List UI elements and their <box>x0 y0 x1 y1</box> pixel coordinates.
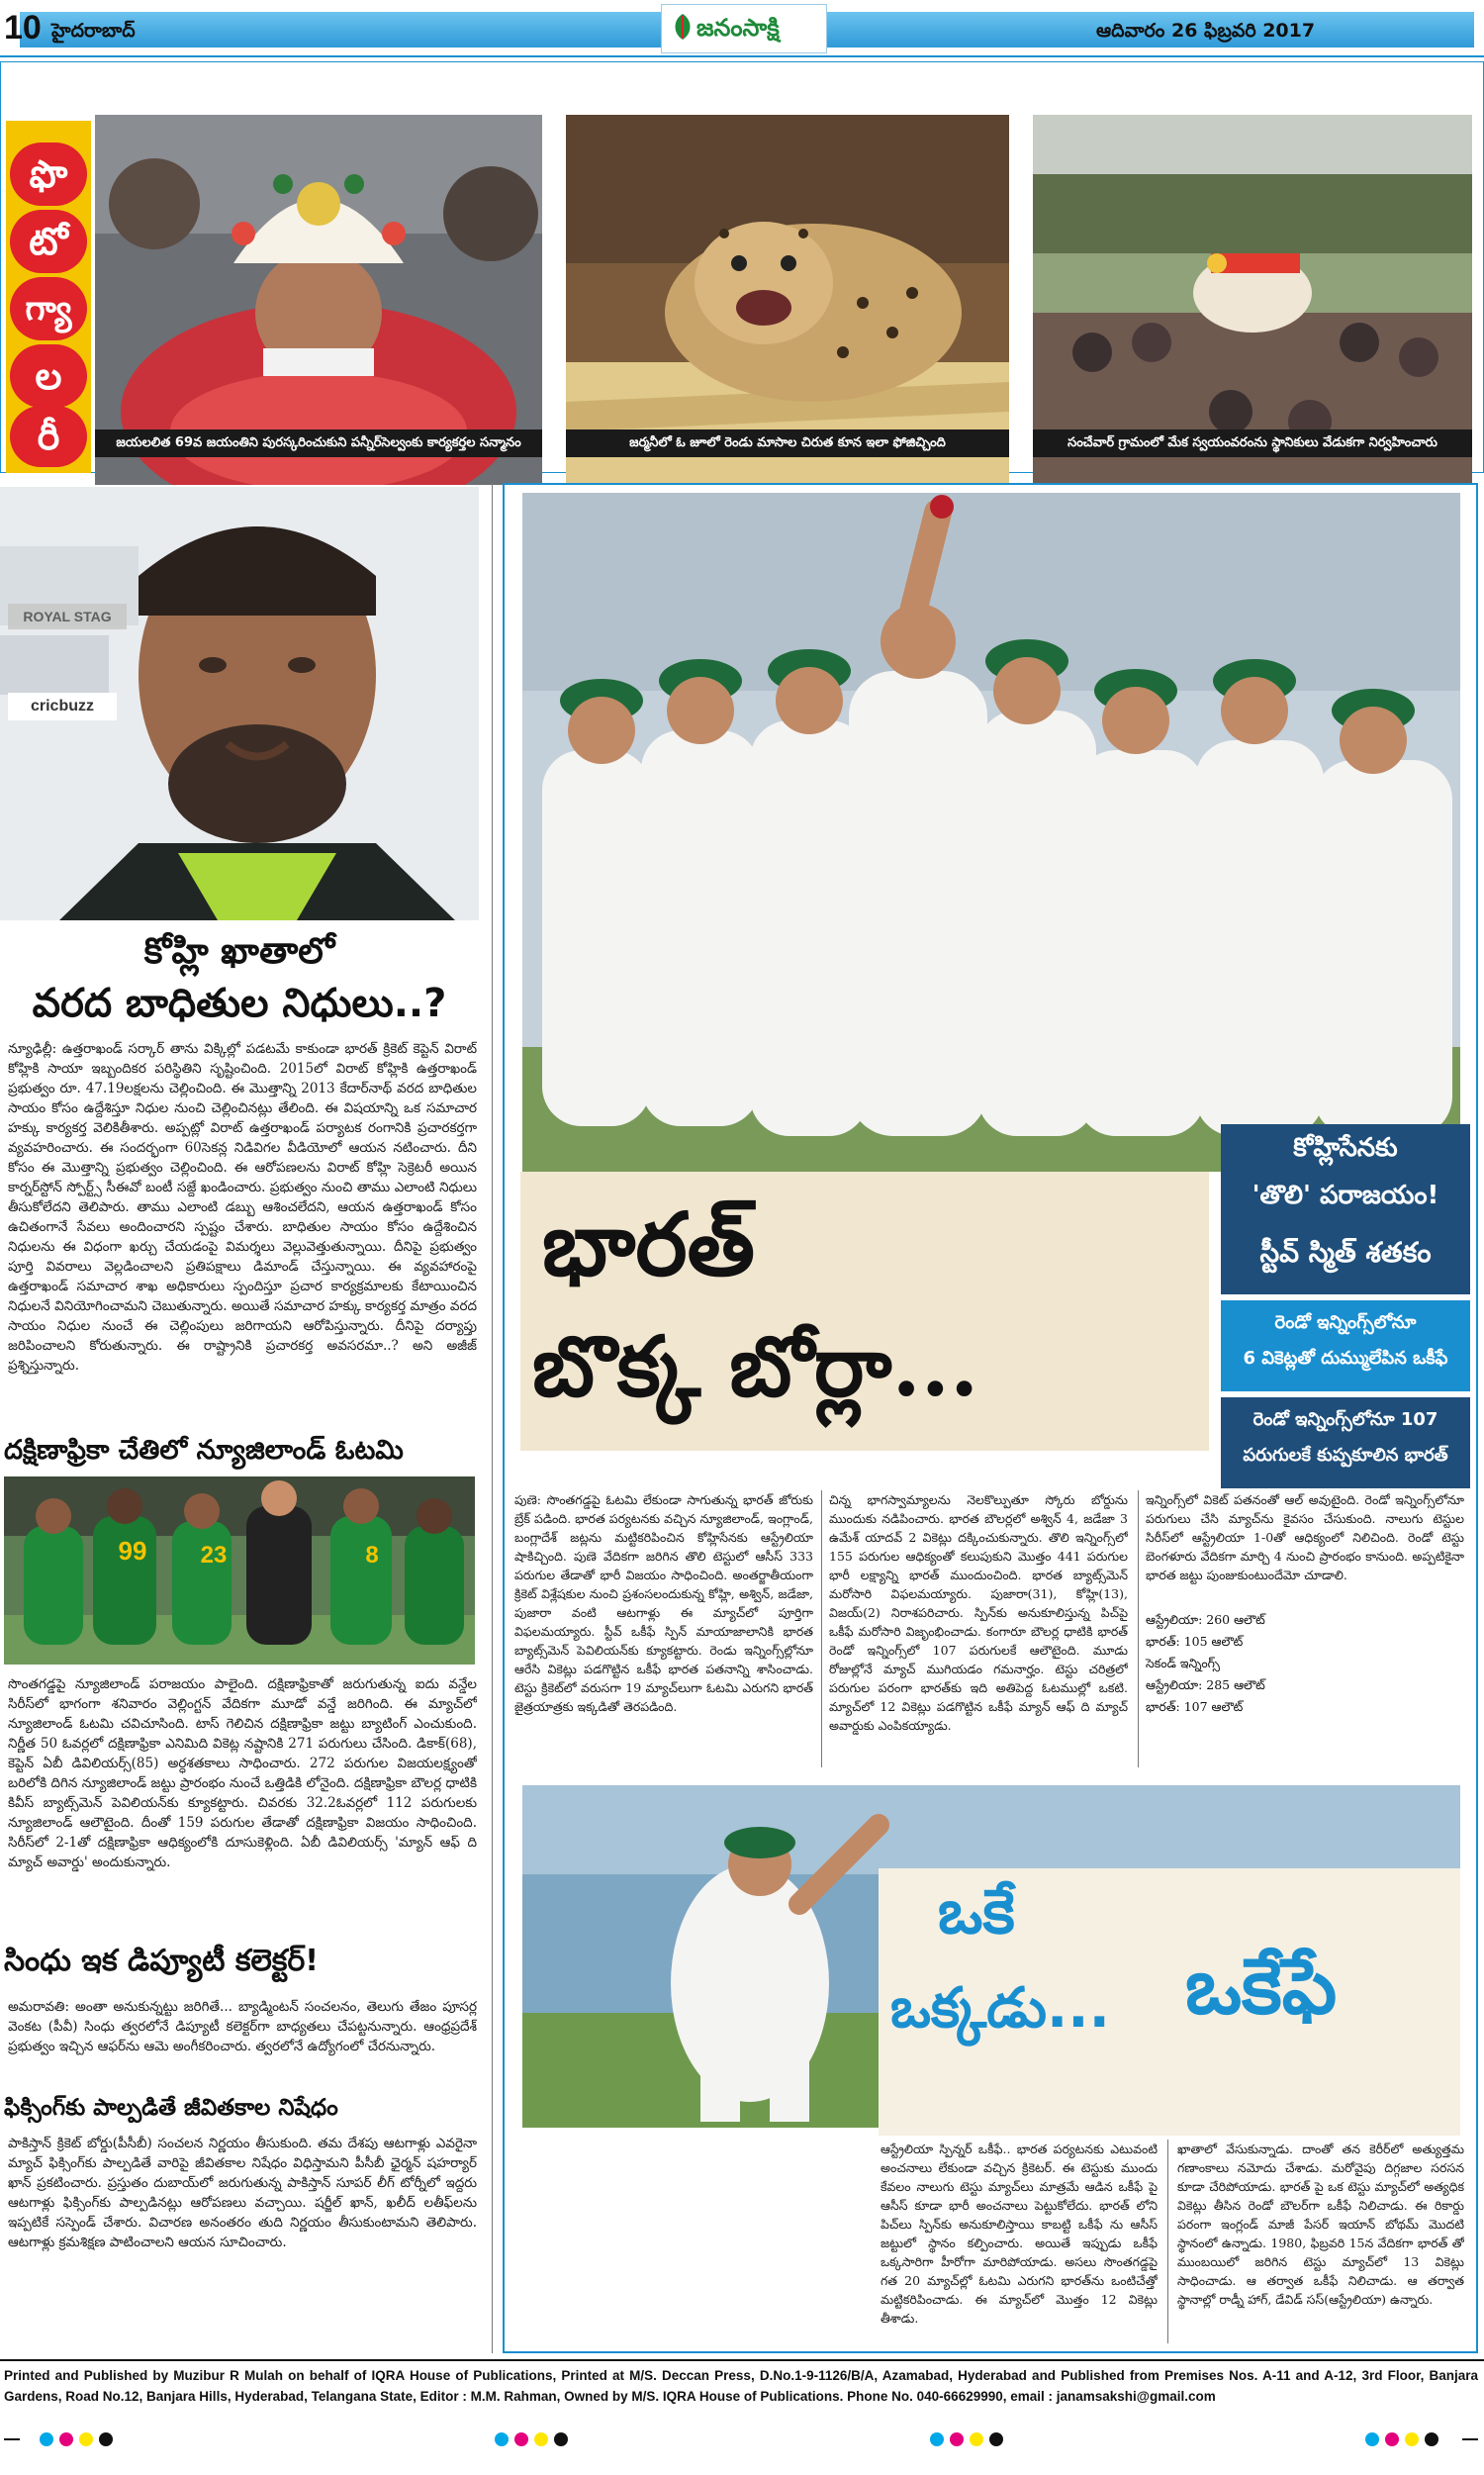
masthead-leaf-icon <box>671 12 695 42</box>
nz-story <box>0 1425 485 1870</box>
main-team-photo <box>522 493 1460 1172</box>
scoreboard-line-1: ఆస్ట్రేలియా: 260 ఆలౌట్ <box>1146 1612 1265 1627</box>
gallery-title-chip-5: రీ <box>10 406 87 467</box>
okeefe-headline-line2: ఒక్కడు... <box>890 1976 1110 2041</box>
main-kicker-line1: కోహ్లిసేనకు <box>1293 1133 1398 1163</box>
photo-gallery-section <box>0 61 1484 477</box>
nz-jersey-number-2: 23 <box>200 1542 228 1569</box>
main-scoreboard <box>1146 1609 1464 1767</box>
color-chip <box>514 2432 528 2446</box>
main-column-rule-2 <box>1138 1490 1139 1767</box>
main-story <box>503 483 1478 2353</box>
scoreboard-line-5: భారత్: 107 ఆలౌట్ <box>1146 1699 1244 1714</box>
kohli-story <box>0 483 485 1443</box>
sindhu-body: అమరావతి: అంతా అనుకున్నట్టు జరిగితే... బ్యాడ్మింటన్ సంచలనం, తెలుగు తేజం పూసర్ల వెంకట (పీవీ) సింధు త్వరలోనే డిప్యూటీ కలెక్టర్‌గా బాధ్యతలు చేపట్టనున్నారు. ఆంధ్రప్రదేశ్ ప్రభుత్వం ఇచ్చిన ఆఫర్‌ను ఆమె అంగీకరించారు. త్వరలోనే ఉద్యోగంలో చేరనున్నారు. <box>8 1999 477 2054</box>
main-headline-line2: బొక్క బోర్లా... <box>532 1317 979 1415</box>
page-footer <box>0 2359 1484 2475</box>
okeefe-headline-line1: ఒకే <box>938 1875 1015 1948</box>
okeefe-column-rule <box>1167 2140 1168 2343</box>
masthead-title: జనంసాక్షి <box>696 14 780 42</box>
column-rule <box>492 483 493 2353</box>
gallery-title-chip-1: ఫొ <box>10 143 87 206</box>
nz-headline: దక్షిణాఫ్రికా చేతిలో న్యూజిలాండ్ ఓటమి <box>4 1435 404 1466</box>
nz-jersey-number-3: 8 <box>365 1542 379 1569</box>
sindhu-headline: సింధు ఇక డిప్యూటీ కలెక్టర్! <box>4 1944 319 1978</box>
main-column-3: ఇన్నింగ్స్‌లో వికెట్ పతనంతో ఆల్ అవుటైంది. రెండో ఇన్నింగ్స్‌లోనూ పరుగులు చేసి మ్యాచ్‌ను కైవసం చేసుకుంది. నాలుగు టెస్టుల సిరీస్‌లో ఆస్ట్రేలియా 1-0తో ఆధిక్యంలో నిలిచింది. రెండో టెస్టు బెంగళూరు వేదికగా మార్చి 4 నుంచి ప్రారంభం కానుంది. అప్పటికైనా భారత జట్టు పుంజుకుంటుందేమో చూడాలి. <box>1146 1492 1464 1582</box>
color-chip <box>59 2432 73 2446</box>
fixing-story <box>0 2088 485 2353</box>
gallery-caption-3: సంచేవార్ గ్రామంలో మేక స్వయంవరంను స్థానికులు వేడుకగా నిర్వహించారు <box>1033 429 1472 457</box>
scoreboard-line-2: భారత్: 105 ఆలౌట్ <box>1146 1634 1244 1649</box>
gallery-title-chip-3: గ్యా <box>10 277 87 340</box>
main-sub-block-1-line2: 6 వికెట్లతో దుమ్ములేపిన ఒకీఫే <box>1243 1348 1448 1369</box>
color-chip <box>1385 2432 1399 2446</box>
main-sub-block-2-line2: పరుగులకే కుప్పకూలిన భారత్ <box>1243 1445 1448 1466</box>
color-chip <box>79 2432 93 2446</box>
color-chip <box>1405 2432 1419 2446</box>
color-chip <box>930 2432 944 2446</box>
main-column-rule-1 <box>821 1490 822 1767</box>
crop-mark-right <box>1462 2438 1478 2440</box>
scoreboard-line-3: సెకండ్ ఇన్నింగ్స్ <box>1146 1656 1220 1670</box>
main-sub-block-2-line1: రెండో ఇన్నింగ్స్‌లోనూ 107 <box>1252 1409 1438 1430</box>
footer-imprint: Printed and Published by Muzibur R Mulah on behalf of IQRA House of Publications, Printed at M/S. Deccan Press, D.No.1-9-1126/B/A, Azamabad, Hyderabad and Published from Premises Nos. A-11 and A-12, 3rd Floor, Banjara Gardens, Road No.12, Banjara Hills, Hyderabad, Telangana State, Editor : M.M. Rahman, Owned by M/S. IQRA House of Publications. Phone No. 040-66629990, email : janamsakshi@gmail.com <box>4 2368 1478 2404</box>
main-kicker-line3: స్టీవ్ స్మిత్ శతకం <box>1259 1236 1432 1269</box>
main-column-1: పుణె: సొంతగడ్డపై ఓటమి లేకుండా సాగుతున్న భారత్ జోరుకు బ్రేక్ పడింది. భారత పర్యటనకు వచ్చిన న్యూజిలాండ్, ఇంగ్లాండ్, బంగ్లాదేశ్ జట్లను మట్టికరిపించిన కోహ్లిసేనకు ఆస్ట్రేలియా షాకిచ్చింది. పుణె వేదికగా జరిగిన తొలి టెస్టులో ఆసీస్ 333 పరుగుల తేడాతో భారీ విజయం సాధించింది. అంతర్జాతీయంగా క్రికెట్ విశ్లేషకుల నుంచి ప్రశంసలందుకున్న కోహ్లి, అశ్విన్, జడేజా, పుజారా వంటి ఆటగాళ్లు ఈ మ్యాచ్‌లో పూర్తిగా విఫలమయ్యారు. స్టీవ్ ఒకీఫే స్పిన్ మాయాజాలానికి భారత బ్యాట్స్‌మెన్ పెవిలియన్‌కు క్యూకట్టారు. రెండు ఇన్నింగ్స్‌ల్లోనూ ఆరేసి వికెట్లు పడగొట్టిన ఒకీఫే భారత పతనాన్ని శాసించాడు. టెస్టు క్రికెట్‌లో వరుసగా 19 మ్యాచ్‌లుగా ఓటమి ఎరుగని భారత్ జైత్రయాత్రకు ఇక్కడితో తెరపడింది. <box>514 1492 813 1714</box>
nz-body: సొంతగడ్డపై న్యూజిలాండ్ పరాజయం పాలైంది. దక్షిణాఫ్రికాతో జరుగుతున్న ఐదు వన్డేల సిరీస్‌లో భాగంగా శనివారం వెల్లింగ్టన్ వేదికగా మూడో వన్డే జరిగింది. ఈ మ్యాచ్‌లో న్యూజిలాండ్ ఓటమి చవిచూసింది. టాస్ గెలిచిన దక్షిణాఫ్రికా జట్టు బ్యాటింగ్ ఎంచుకుంది. నిర్ణీత 50 ఓవర్లలో దక్షిణాఫ్రికా ఎనిమిది వికెట్ల నష్టానికి 271 పరుగులు చేసింది. డికాక్(68), కెప్టెన్ ఏబీ డివిలియర్స్(85) అర్ధశతకాలు సాధించారు. 272 పరుగుల విజయలక్ష్యంతో బరిలోకి దిగిన న్యూజిలాండ్ జట్టు ప్రారంభం నుంచే ఒత్తిడికి లోనైంది. దక్షిణాఫ్రికా బౌలర్ల ధాటికి కివీస్ బ్యాట్స్‌మెన్ పెవిలియన్‌కు క్యూకట్టారు. చివరకు 32.2ఓవర్లలో 112 పరుగులకు న్యూజిలాండ్ ఆలౌటైంది. దీంతో 159 పరుగుల తేడాతో దక్షిణాఫ్రికా విజయం సాధించింది. సిరీస్‌లో 2-1తో దక్షిణాఫ్రికా ఆధిక్యంలోకి దూసుకెళ్లింది. ఏబీ డివిలియర్స్ 'మ్యాన్ ఆఫ్ ది మ్యాచ్ అవార్డు' అందుకున్నారు. <box>8 1676 477 1870</box>
color-chip <box>950 2432 964 2446</box>
kohli-photo-sign-1: ROYAL STAG <box>8 604 127 629</box>
color-chip <box>1425 2432 1438 2446</box>
color-chip <box>99 2432 113 2446</box>
header-rule <box>0 55 1484 57</box>
page-header <box>0 0 1484 53</box>
kohli-headline-line2: వరద బాధితుల నిధులు..? <box>32 981 447 1026</box>
okeefe-column-1: ఆస్ట్రేలియా స్పిన్నర్ ఒకీఫే.. భారత పర్యటనకు ఎటువంటి అంచనాలు లేకుండా వచ్చిన క్రికెటర్. ఈ టెస్టుకు ముందు కేవలం నాలుగు టెస్టు మ్యాచ్‌లు మాత్రమే ఆడిన ఒకీఫే పై ఆసీస్ కూడా భారీ అంచనాలు పెట్టుకోలేదు. భారత్ లోని పిచ్‌లు స్పిన్‌కు అనుకూలిస్తాయి కాబట్టి ఒకీఫే ను ఆసీస్ జట్టులో స్థానం కల్పించారు. అయితే ఇప్పుడు ఒకీఫే ఒక్కసారిగా హీరోగా మారిపోయాడు. అసలు సొంతగడ్డపై గత 20 మ్యాచ్‌ల్లో ఓటమి ఎరుగని భారత్‌ను ఒంటిచేత్తో మట్టికరిపించాడు. ఈ మ్యాచ్‌లో మొత్తం 12 వికెట్లు తీశాడు. <box>881 2142 1158 2326</box>
crop-mark-left <box>4 2438 20 2440</box>
color-chip <box>554 2432 568 2446</box>
fixing-body: పాకిస్తాన్ క్రికెట్ బోర్డు(పీసీబీ) సంచలన నిర్ణయం తీసుకుంది. తమ దేశపు ఆటగాళ్లు ఎవరైనా మ్యాచ్ ఫిక్సింగ్‌కు పాల్పడితే వారిపై జీవితకాల నిషేధం విధిస్తామని పీసీబీ ఛైర్మన్ షహర్యార్ ఖాన్ ప్రకటించారు. ప్రస్తుతం దుబాయ్‌లో జరుగుతున్న పాకిస్తాన్ సూపర్ లీగ్ టోర్నీలో ఇద్దరు ఆటగాళ్లు ఫిక్సింగ్‌కు పాల్పడినట్లు ఆరోపణలు వచ్చాయి. షర్జీల్ ఖాన్, ఖలీద్ లతీఫ్‌లను ఇప్పటికే సస్పెండ్ చేశారు. విచారణ అనంతరం తుది నిర్ణయం తీసుకుంటామని తెలిపారు. ఆటగాళ్లు క్రమశిక్షణ పాటించాలని ఆయన సూచించారు. <box>8 2136 477 2250</box>
color-chip <box>1365 2432 1379 2446</box>
main-sub-block-1-line1: రెండో ఇన్నింగ్స్‌లోనూ <box>1274 1312 1417 1333</box>
color-chip <box>989 2432 1003 2446</box>
kohli-headline-line1: కోహ్లి ఖాతాలో <box>143 931 335 972</box>
main-column-2: చిన్న భాగస్వామ్యాలను నెలకొల్పుతూ స్కోరు బోర్డును ముందుకు నడిపించారు. భారత బౌలర్లలో అశ్విన్ 4, జడేజా 3 ఉమేశ్ యాదవ్ 2 వికెట్లు దక్కించుకున్నారు. తొలి ఇన్నింగ్స్‌లో 155 పరుగుల ఆధిక్యంతో కలుపుకుని మొత్తం 441 పరుగుల భారీ లక్ష్యాన్ని భారత్ ముందుంచింది. భారత బ్యాట్స్‌మెన్ మరోసారి విఫలమయ్యారు. పుజారా(31), కోహ్లి(13), విజయ్(2) నిరాశపరిచారు. స్పిన్‌కు అనుకూలిస్తున్న పిచ్‌పై ఒకీఫే మరోసారి విజృంభించాడు. కంగారూ బౌలర్ల ధాటికి భారత్ రెండో ఇన్నింగ్స్‌లో 107 పరుగులకే ఆలౌటైంది. మూడు రోజుల్లోనే మ్యాచ్ ముగియడం గమనార్హం. టెస్టు చరిత్రలో పరుగుల పరంగా భారత్‌కు ఇది అతిపెద్ద ఓటముల్లో ఒకటి. మ్యాచ్‌లో 12 వికెట్లు పడగొట్టిన ఒకీఫే మ్యాన్ ఆఫ్ ది మ్యాచ్ అవార్డుకు ఎంపికయ్యాడు. <box>829 1492 1128 1733</box>
nz-photo <box>4 1476 475 1665</box>
gallery-title-chip-4: ల <box>10 344 87 408</box>
color-chip <box>970 2432 983 2446</box>
kohli-body: న్యూఢిల్లీ: ఉత్తరాఖండ్ సర్కార్ తాను విక్కిల్లో పడటమే కాకుండా భారత్ క్రికెట్ కెప్టెన్ విరాట్ కోహ్లికి సాయా ఇబ్బందికర పరిస్థితిని సృష్టించింది. 2015లో విరాట్ కోహ్లికి ఉత్తరాఖండ్ ప్రభుత్వం రూ. 47.19లక్షలను చెల్లించింది. ఈ మొత్తాన్ని 2013 కేదార్‌నాథ్ వరద బాధితుల సాయం కోసం ఉద్దేశిస్తూ నిధుల నుంచి చెల్లించినట్లు తేలింది. ఈ విషయాన్ని ఒక సమాచార హక్కు కార్యకర్త వెలికితీశారు. అప్పట్లో విరాట్ ఉత్తరాఖండ్ పర్యాటక రంగానికి ప్రచారకర్తగా వ్యవహరించారు. ఈ సందర్భంగా 60సెకన్ల నిడివిగల వీడియోలో ఆయన నటించారు. దీని కోసం ఈ మొత్తాన్ని ప్రభుత్వం చెల్లించింది. ఈ ఆరోపణలను విరాట్ కోహ్లి సెక్రెటరీ అయిన కార్నర్‌స్టోన్ స్పోర్ట్స్ సీఈవో బంటీ సజ్దే ఖండించారు. ప్రభుత్వం నుంచి తాము ఎలాంటి నిధులు తీసుకోలేదని తెలిపారు. తాము ఎలాంటి డబ్బు ఆశించలేదని, ఆయన ఉత్తరాఖండ్ కోసం ఉచితంగానే సేవలు అందించారని స్పష్టం చేశారు. బాధితుల సాయం కోసం ఉద్దేశించిన నిధులను ఈ విధంగా ఖర్చు చేయడంపై విమర్శలు వెల్లువెత్తుతున్నాయి. దీనిపై ప్రభుత్వం పూర్తి వివరాలు వెల్లడించాలని ప్రతిపక్షాలు డిమాండ్ చేస్తున్నాయి. ఈ వ్యవహారంపై ఉత్తరాఖండ్ సమాచార శాఖ అధికారులు స్పందిస్తూ ప్రచార కార్యక్రమాలకు కేటాయించిన నిధులనే వినియోగించామని చెబుతున్నారు. అయితే సమాచార హక్కు కార్యకర్త మాత్రం వరద సాయం నిధుల నుంచే ఈ చెల్లింపులు జరిగాయని ఆరోపిస్తున్నారు. దీనిపై దర్యాప్తు జరిపించాలని కోరుతున్నారు. ఈ రాష్ట్రానికి ప్రచారకర్త అవసరమా..? అని అజీజ్ ప్రశ్నిస్తున్నారు. <box>8 1041 477 1374</box>
color-chip <box>495 2432 509 2446</box>
nz-jersey-number-1: 99 <box>118 1536 147 1566</box>
footer-color-bar <box>0 2428 1484 2452</box>
kohli-photo-sign-2: cricbuzz <box>8 693 117 720</box>
page-number: 10 <box>4 9 42 47</box>
okeefe-headline-word: ఒకేఫే <box>1185 1943 1338 2032</box>
fixing-headline: ఫిక్సింగ్‌కు పాల్పడితే జీవితకాల నిషేధం <box>4 2095 338 2121</box>
okeefe-column-2: ఖాతాలో వేసుకున్నాడు. దాంతో తన కెరీర్‌లో అత్యుత్తమ గణాంకాలు నమోదు చేశాడు. మరోవైపు దిగ్గజాల సరసన కూడా చేరిపోయాడు. భారత్ పై ఒక టెస్టు మ్యాచ్‌లో అత్యధిక వికెట్లు తీసిన రెండో బౌలర్‌గా ఒకీఫే నిలిచాడు. ఈ రికార్డు పరంగా ఇంగ్లండ్ మాజీ పేసర్ ఇయాన్ బోథమ్ మొదటి స్థానంలో ఉన్నాడు. 1980, ఫిబ్రవరి 15న వేదికగా భారత్ తో ముంబయిలో జరిగిన టెస్టు మ్యాచ్‌లో 13 వికెట్లు సాధించాడు. ఆ తర్వాత ఒకీఫే నిలిచాడు. ఆ తర్వాత స్థానాల్లో రాడ్నీ హాగ్, డేవిడ్ సస్(ఆస్ట్రేలియా) ఉన్నారు. <box>1177 2142 1464 2307</box>
main-headline-line1: భారత్ <box>542 1192 755 1295</box>
sindhu-story <box>0 1940 485 2088</box>
page-city: హైదరాబాద్ <box>51 20 136 42</box>
color-chip <box>534 2432 548 2446</box>
color-chip <box>40 2432 53 2446</box>
footer-rule <box>0 2359 1484 2361</box>
gallery-caption-1: జయలలిత 69వ జయంతిని పురస్కరించుకుని పన్నీర్‌సెల్వంకు కార్యకర్తల సన్మానం <box>95 429 542 457</box>
gallery-title-chip-2: టో <box>10 210 87 273</box>
gallery-caption-2: జర్మనీలో ఓ జూలో రెండు మాసాల చిరుత కూన ఇలా ఫోజిచ్చింది <box>566 429 1009 457</box>
scoreboard-line-4: ఆస్ట్రేలియా: 285 ఆలౌట్ <box>1146 1677 1265 1692</box>
main-kicker-line2: 'తొలి' పరాజయం! <box>1252 1181 1439 1210</box>
header-date: ఆదివారం 26 ఫిబ్రవరి 2017 <box>1096 20 1316 42</box>
